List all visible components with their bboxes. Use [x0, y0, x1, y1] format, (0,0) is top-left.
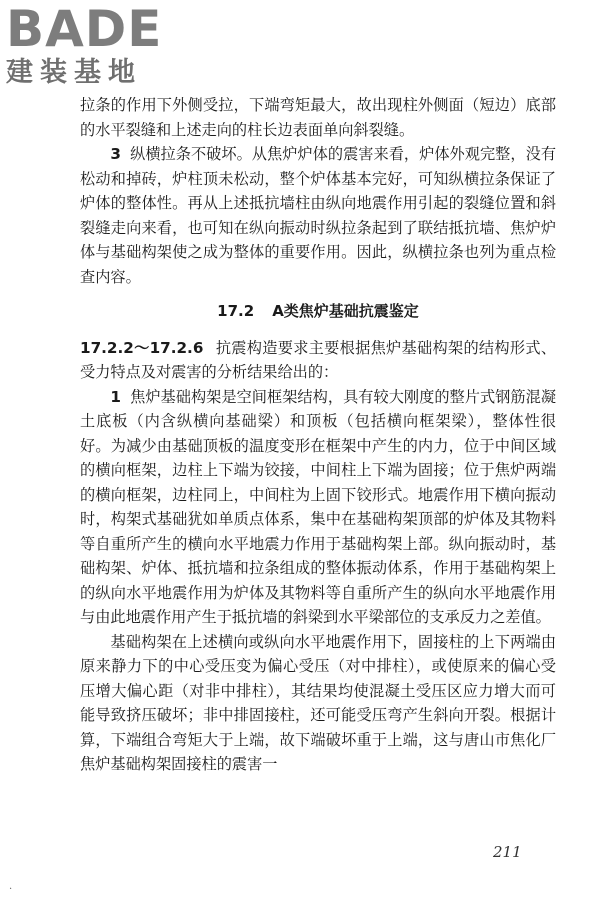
- footer-mark: .: [9, 881, 13, 892]
- paragraph-text: 基础构架在上述横向或纵向水平地震作用下，固接柱的上下两端由原来静力下的中心受压变为偏心受压（对中排柱），或使原来的偏心受压增大偏心距（对非中排柱），其结果均使混凝土受压区应力增大而可能导致挤压破坏；非中排固接柱，还可能受压弯产生斜向开裂。根据计算，下端组合弯矩大于上端，故下端破坏重于上端，这与唐山市焦化厂焦炉基础构架固接柱的震害一: [80, 632, 556, 773]
- paragraph-text: 纵横拉条不破坏。从焦炉炉体的震害来看，炉体外观完整，没有松动和掉砖，炉柱顶未松动，整个炉体基本完好，可知纵横拉条保证了炉体的整体性。再从上述抵抗墙柱由纵向地震作用引起的裂缝位置和斜裂缝走向来看，也可知在纵向振动时纵拉条起到了联结抵抗墙、焦炉炉体与基础构架使之成为整体的重要作用。因此，纵横拉条也列为重点检查内容。: [80, 145, 556, 286]
- logo: [6, 0, 181, 90]
- paragraph-continuation: [80, 93, 556, 142]
- paragraph: [80, 630, 556, 777]
- paragraph-text: 焦炉基础构架是空间框架结构，具有较大刚度的整片式钢筋混凝土底板（内含纵横向基础梁）和顶板（包括横向框架梁），整体性很好。为减少由基础顶板的温度变形在框架中产生的内力，位于中间区域的横向框架，边柱上下端为铰接，中间柱上下端为固接；位于焦炉两端的横向框架，边柱同上，中间柱为上固下铰形式。地震作用下横向振动时，构架式基础犹如单质点体系，集中在基础构架顶部的炉体及其物料等自重所产生的横向水平地震力作用于基础构架上部。纵向振动时，基础构架、炉体、抵抗墙和拉条组成的整体振动体系，作用于基础构架上的纵向水平地震作用为炉体及其物料等自重所产生的纵向水平地震作用与由此地震作用产生于抵抗墙的斜梁到水平梁部位的支承反力之差值。: [80, 387, 556, 626]
- logo-chinese-text: 建装基地: [6, 57, 142, 88]
- page-body: [80, 93, 556, 777]
- section-heading: [80, 299, 556, 324]
- paragraph-text: 抗震构造要求主要根据焦炉基础构架的结构形式、受力特点及对震害的分析结果给出的：: [80, 338, 557, 381]
- item-number: 1: [110, 387, 121, 406]
- clause-paragraph: [80, 336, 556, 385]
- logo-wordmark: BADE: [6, 0, 163, 58]
- page-number: 211: [493, 843, 522, 861]
- clause-number: 17.2.2～17.2.6: [80, 338, 204, 357]
- item-number: 3: [110, 145, 121, 163]
- section-title: A类焦炉基础抗震鉴定: [272, 302, 419, 320]
- paragraph-text: 拉条的作用下外侧受拉，下端弯矩最大，故出现柱外侧面（短边）底部的水平裂缝和上述走向的柱长边表面单向斜裂缝。: [80, 96, 556, 139]
- paragraph-item-1: [80, 385, 556, 630]
- paragraph-item-3: [80, 142, 556, 289]
- section-number: 17.2: [217, 302, 255, 320]
